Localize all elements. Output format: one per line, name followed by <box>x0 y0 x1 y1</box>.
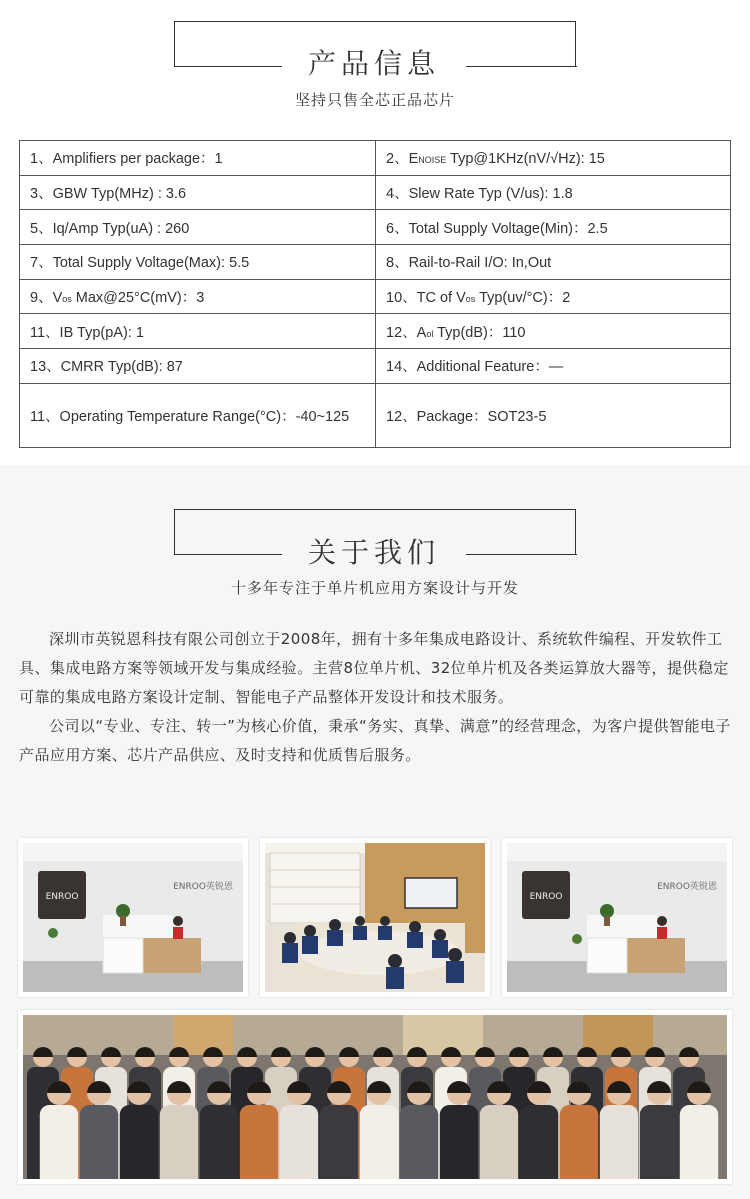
spec-cell: 12、Aol Typ(dB)：110 <box>376 314 731 349</box>
spec-row <box>20 175 731 210</box>
about-paragraph-2: 公司以“专业、专注、转一”为核心价值，秉承“务实、真挚、满意”的经营理念，为客户提供智能电子产品应用方案、芯片产品供应、及时支持和优质售后服务。 <box>19 717 731 764</box>
spec-cell: 11、IB Typ(pA): 1 <box>20 314 376 349</box>
spec-cell: 1、Amplifiers per package：1 <box>20 141 376 176</box>
svg-text:ENROO: ENROO <box>529 892 563 902</box>
spec-cell: 2、ENOISE Typ@1KHz(nV/√Hz): 15 <box>376 141 731 176</box>
spec-cell: 7、Total Supply Voltage(Max): 5.5 <box>20 245 376 280</box>
reception-illustration <box>23 843 243 992</box>
spec-cell: 3、GBW Typ(MHz) : 3.6 <box>20 175 376 210</box>
team-illustration <box>23 1015 727 1179</box>
spec-cell: 6、Total Supply Voltage(Min)：2.5 <box>376 210 731 245</box>
about-subtitle: 十多年专注于单片机应用方案设计与开发 <box>230 579 519 597</box>
spec-row <box>20 383 731 447</box>
reception-illustration-2 <box>507 843 727 992</box>
reception-photo <box>18 838 248 997</box>
meeting-illustration <box>265 843 485 992</box>
reception-photo-2 <box>502 838 732 997</box>
svg-text:ENROO英锐恩: ENROO英锐恩 <box>657 882 717 892</box>
spec-cell: 12、Package：SOT23-5 <box>376 383 731 447</box>
spec-cell: 10、TC of Vos Typ(uv/°C)：2 <box>376 279 731 314</box>
spec-cell: 14、Additional Feature：— <box>376 349 731 384</box>
spec-cell: 13、CMRR Typ(dB): 87 <box>20 349 376 384</box>
svg-text:ENROO: ENROO <box>45 892 79 902</box>
about-title: 关于我们 <box>307 536 440 569</box>
spec-cell: 9、Vos Max@25°C(mV)：3 <box>20 279 376 314</box>
spec-row <box>20 245 731 280</box>
spec-row <box>20 279 731 314</box>
product-info-section <box>0 0 750 465</box>
spec-row <box>20 349 731 384</box>
spec-cell: 11、Operating Temperature Range(°C)：-40~125 <box>20 383 376 447</box>
spec-table <box>19 140 731 448</box>
about-text <box>19 625 731 770</box>
spec-cell: 8、Rail-to-Rail I/O: In,Out <box>376 245 731 280</box>
product-info-title: 产品信息 <box>307 47 440 80</box>
spec-row <box>20 210 731 245</box>
spec-row <box>20 141 731 176</box>
about-paragraph-1: 深圳市英锐恩科技有限公司创立于2008年，拥有十多年集成电路设计、系统软件编程、开发软件工具、集成电路方案等领域开发与集成经验。主营8位单片机、32位单片机及各类运算放大器等，提供稳定可靠的集成电路方案设计定制、智能电子产品整体开发设计和技术服务。 <box>19 630 729 706</box>
product-info-subtitle: 坚持只售全芯正品芯片 <box>294 91 455 109</box>
spec-cell: 5、Iq/Amp Typ(uA) : 260 <box>20 210 376 245</box>
team-group-photo <box>18 1010 732 1184</box>
spec-row <box>20 314 731 349</box>
meeting-room-photo <box>260 838 490 997</box>
spec-cell: 4、Slew Rate Typ (V/us): 1.8 <box>376 175 731 210</box>
svg-text:ENROO英锐恩: ENROO英锐恩 <box>173 882 233 892</box>
